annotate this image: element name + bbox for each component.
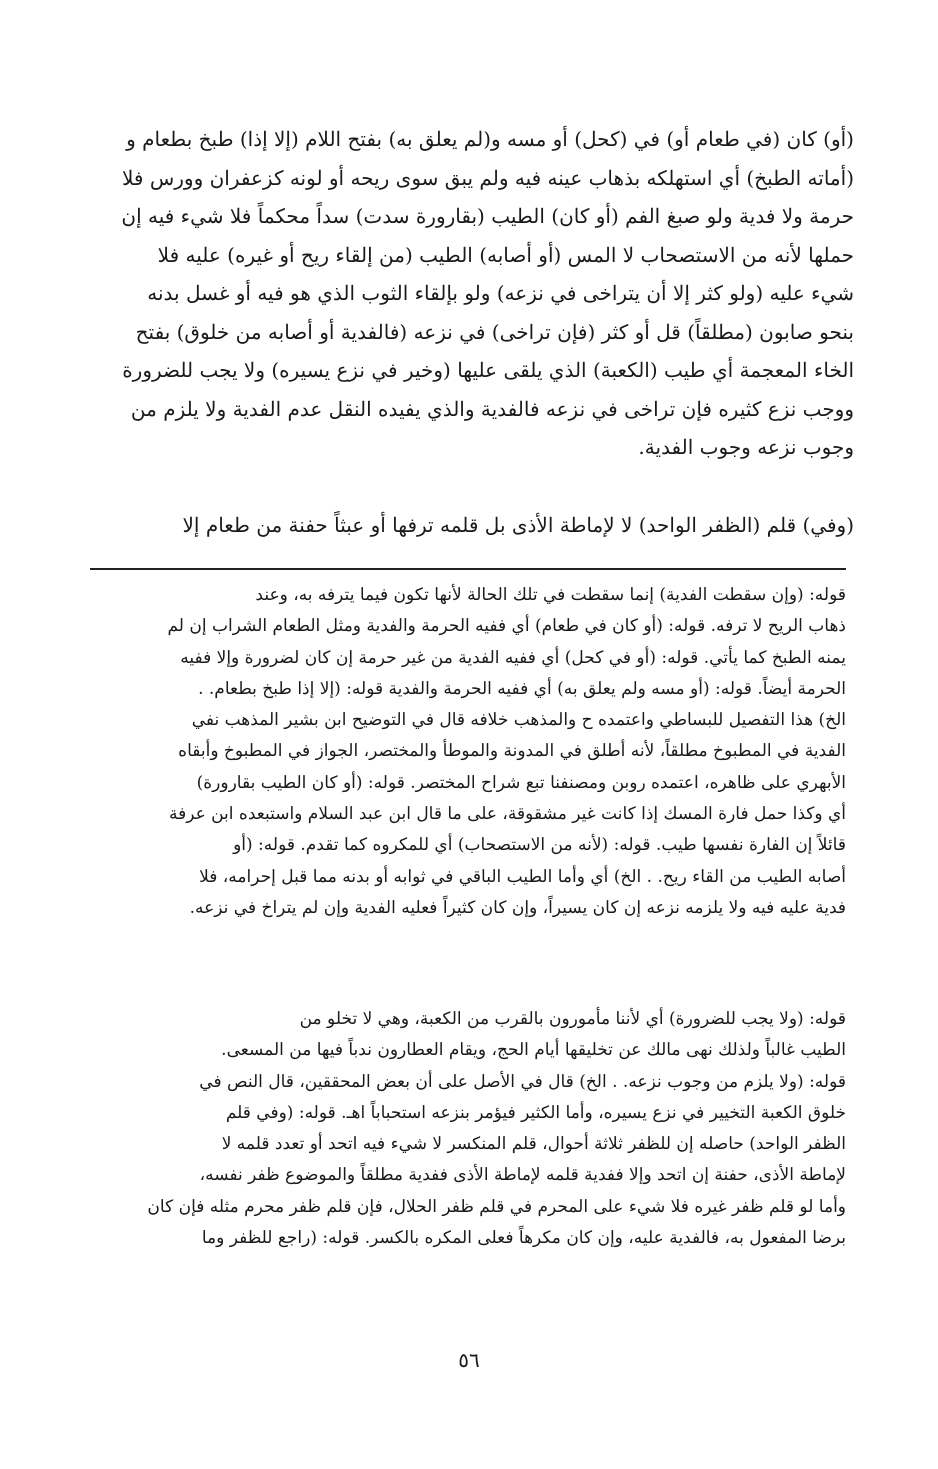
footnote-line: أصابه الطيب من القاء ريح. . الخ) أي وأما الطيب الباقي في ثوابه أو بدنه مما قبل إحرامه، فلا bbox=[199, 866, 846, 887]
footnote-block-1 bbox=[90, 580, 846, 924]
footnote-line: أي وكذا حمل فارة المسك إذا كانت غير مشقوقة، على ما قال ابن عبد السلام واستبعده ابن عرفة bbox=[168, 804, 846, 825]
main-text-line: بنحو صابون (مطلقاً) قل أو كثر (فإن تراخى) في نزعه (فالفدية أو أصابه من خلوق) بفتح bbox=[135, 319, 854, 344]
footnote-line: وأما لو قلم ظفر غيره فلا شيء على المحرم في قلم ظفر الحلال، فإن قلم ظفر محرم مثله فإن كان bbox=[147, 1196, 846, 1217]
footnote-line: قائلاً إن الفارة نفسها طيب. قوله: (لأنه من الاستصحاب) أي للمكروه كما تقدم. قوله: (أو bbox=[233, 835, 846, 856]
footnote-line: يمنه الطبخ كما يأتي. قوله: (أو في كحل) أي ففيه الفدية من غير حرمة إن كان لضرورة وإلا ففيه bbox=[180, 647, 846, 668]
main-text-line: حرمة ولا فدية ولو صبغ الفم (أو كان) الطيب (بقارورة سدت) سداً محكماً فلا شيء فيه إن bbox=[121, 204, 854, 228]
footnote-line: لإماطة الأذى، حفنة إن اتحد وإلا ففدية قلمه لإماطة الأذى ففدية مطلقاً والموضوع ظفر نفسه، bbox=[199, 1165, 846, 1186]
main-text-line: شيء عليه (ولو كثر إلا أن يتراخى في نزعه) ولو بإلقاء الثوب الذي هو فيه أو غسل بدنه bbox=[147, 281, 854, 305]
footnote-line: قوله: (وإن سقطت الفدية) إنما سقطت في تلك الحالة لأنها تكون فيما يترفه به، وعند bbox=[255, 585, 846, 605]
main-text-line: (وفي) قلم (الظفر الواحد) لا لإماطة الأذى بل قلمه ترفها أو عبثاً حفنة من طعام إلا bbox=[182, 513, 854, 537]
footnote-line: الخ) هذا التفصيل للبساطي واعتمده ح والمذهب خلافه قال في التوضيح ابن بشير المذهب نفي bbox=[191, 710, 846, 731]
page-number: ٥٦ bbox=[458, 1348, 480, 1372]
footnote-line: ذهاب الريح لا ترفه. قوله: (أو كان في طعام) أي ففيه الحرمة والفدية ومثل الطعام الشراب إن لم bbox=[167, 616, 846, 637]
footnote-line: خلوق الكعبة التخيير في نزع يسيره، وأما الكثير فيؤمر بنزعه استحباباً اهـ. قوله: (وفي قلم bbox=[225, 1102, 846, 1123]
footnote-line: الأبهري على ظاهره، اعتمده روبن ومصنفنا تبع شراح المختصر. قوله: (أو كان الطيب بقارورة) bbox=[196, 772, 846, 793]
main-text-line: حملها لأنه من الاستصحاب لا المس (أو أصابه) الطيب (من إلقاء ريح أو غيره) عليه فلا bbox=[157, 242, 854, 267]
main-text-line: ووجب نزع كثيره فإن تراخى في نزعه فالفدية والذي يفيده النقل عدم الفدية ولا يلزم من bbox=[130, 396, 854, 421]
footnote-line: الحرمة أيضاً. قوله: (أو مسه ولم يعلق به) أي ففيه الحرمة والفدية قوله: (إلا إذا طبخ بطعام. . bbox=[198, 678, 846, 699]
footnote-line: قوله: (ولا يلزم من وجوب نزعه. . الخ) قال في الأصل على أن بعض المحققين، قال النص في bbox=[199, 1071, 846, 1092]
main-text-line: وجوب نزعه وجوب الفدية. bbox=[638, 435, 854, 459]
footnote-line: قوله: (ولا يجب للضرورة) أي لأننا مأمورون بالقرب من الكعبة، وهي لا تخلو من bbox=[299, 1009, 846, 1029]
footnote-block-2 bbox=[90, 1004, 846, 1254]
footnote-line: برضا المفعول به، فالفدية عليه، وإن كان مكرهاً فعلى المكره بالكسر. قوله: (راجع للظفر وما bbox=[201, 1228, 846, 1249]
main-text-paragraph-1 bbox=[84, 120, 854, 467]
footnote-line: الظفر الواحد) حاصله إن للظفر ثلاثة أحوال، قلم المنكسر لا شيء فيه اتحد أو تعدد قلمه لا bbox=[221, 1134, 846, 1155]
footnote-line: الفدية في المطبوخ مطلقاً، لأنه أطلق في المدونة والموطأ والمختصر، الجواز في المطبوخ وأبقاه bbox=[178, 741, 846, 762]
footnote-line: فدية عليه فيه ولا يلزمه نزعه إن كان يسيراً، وإن كان كثيراً فعليه الفدية وإن لم يتراخ في نزعه. bbox=[189, 897, 846, 918]
main-text-line: الخاء المعجمة أي طيب (الكعبة) الذي يلقى عليها (وخير في نزع يسيره) ولا يجب للضرورة bbox=[122, 358, 854, 382]
main-text-line: (أو) كان (في طعام أو) في (كحل) أو مسه و(لم يعلق به) بفتح اللام (إلا إذا) طبخ بطعام و bbox=[126, 127, 854, 151]
main-text-paragraph-2 bbox=[84, 506, 854, 545]
footnote-line: الطيب غالباً ولذلك نهى مالك عن تخليقها أيام الحج، ويقام العطارون ندباً فيها من المسعى. bbox=[221, 1040, 846, 1061]
footnote-divider bbox=[90, 568, 846, 570]
main-text-line: (أماته الطبخ) أي استهلكه بذهاب عينه فيه ولم يبق سوى ريحه أو لونه كزعفران وورس فلا bbox=[121, 165, 854, 190]
